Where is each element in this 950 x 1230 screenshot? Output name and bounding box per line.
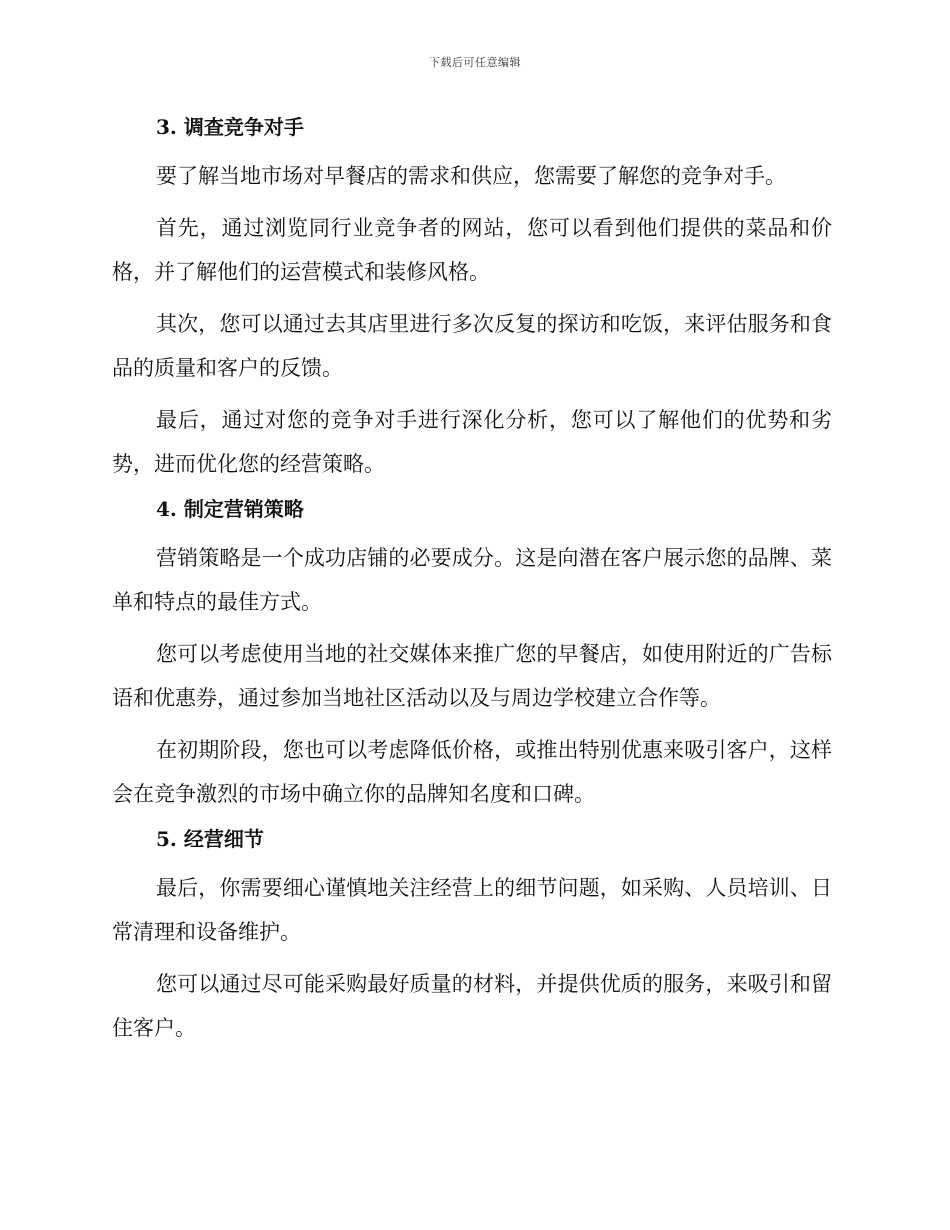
section-heading-3: 3. 调查竞争对手 xyxy=(156,115,304,139)
paragraph: 最后，通过对您的竞争对手进行深化分析，您可以了解他们的优势和劣势，进而优化您的经营策略。 xyxy=(112,408,832,476)
paragraph: 营销策略是一个成功店铺的必要成分。这是向潜在客户展示您的品牌、菜单和特点的最佳方式。 xyxy=(112,546,832,614)
paragraph: 在初期阶段，您也可以考虑降低价格，或推出特别优惠来吸引客户，这样会在竞争激烈的市场中确立你的品牌知名度和口碑。 xyxy=(112,738,832,806)
header-note: 下载后可任意编辑 xyxy=(429,56,521,69)
paragraph: 其次，您可以通过去其店里进行多次反复的探访和吃饭，来评估服务和食品的质量和客户的反馈。 xyxy=(112,312,832,380)
paragraph: 您可以考虑使用当地的社交媒体来推广您的早餐店，如使用附近的广告标语和优惠券，通过参加当地社区活动以及与周边学校建立合作等。 xyxy=(112,642,832,710)
section-heading-5: 5. 经营细节 xyxy=(156,827,264,851)
paragraph: 最后，你需要细心谨慎地关注经营上的细节问题，如采购、人员培训、日常清理和设备维护。 xyxy=(112,876,832,944)
document-body xyxy=(112,112,832,1050)
paragraph: 要了解当地市场对早餐店的需求和供应，您需要了解您的竞争对手。 xyxy=(156,164,786,188)
paragraph: 首先，通过浏览同行业竞争者的网站，您可以看到他们提供的菜品和价格，并了解他们的运营模式和装修风格。 xyxy=(112,216,832,284)
paragraph: 您可以通过尽可能采购最好质量的材料，并提供优质的服务，来吸引和留住客户。 xyxy=(112,972,832,1040)
section-heading-4: 4. 制定营销策略 xyxy=(156,497,304,521)
